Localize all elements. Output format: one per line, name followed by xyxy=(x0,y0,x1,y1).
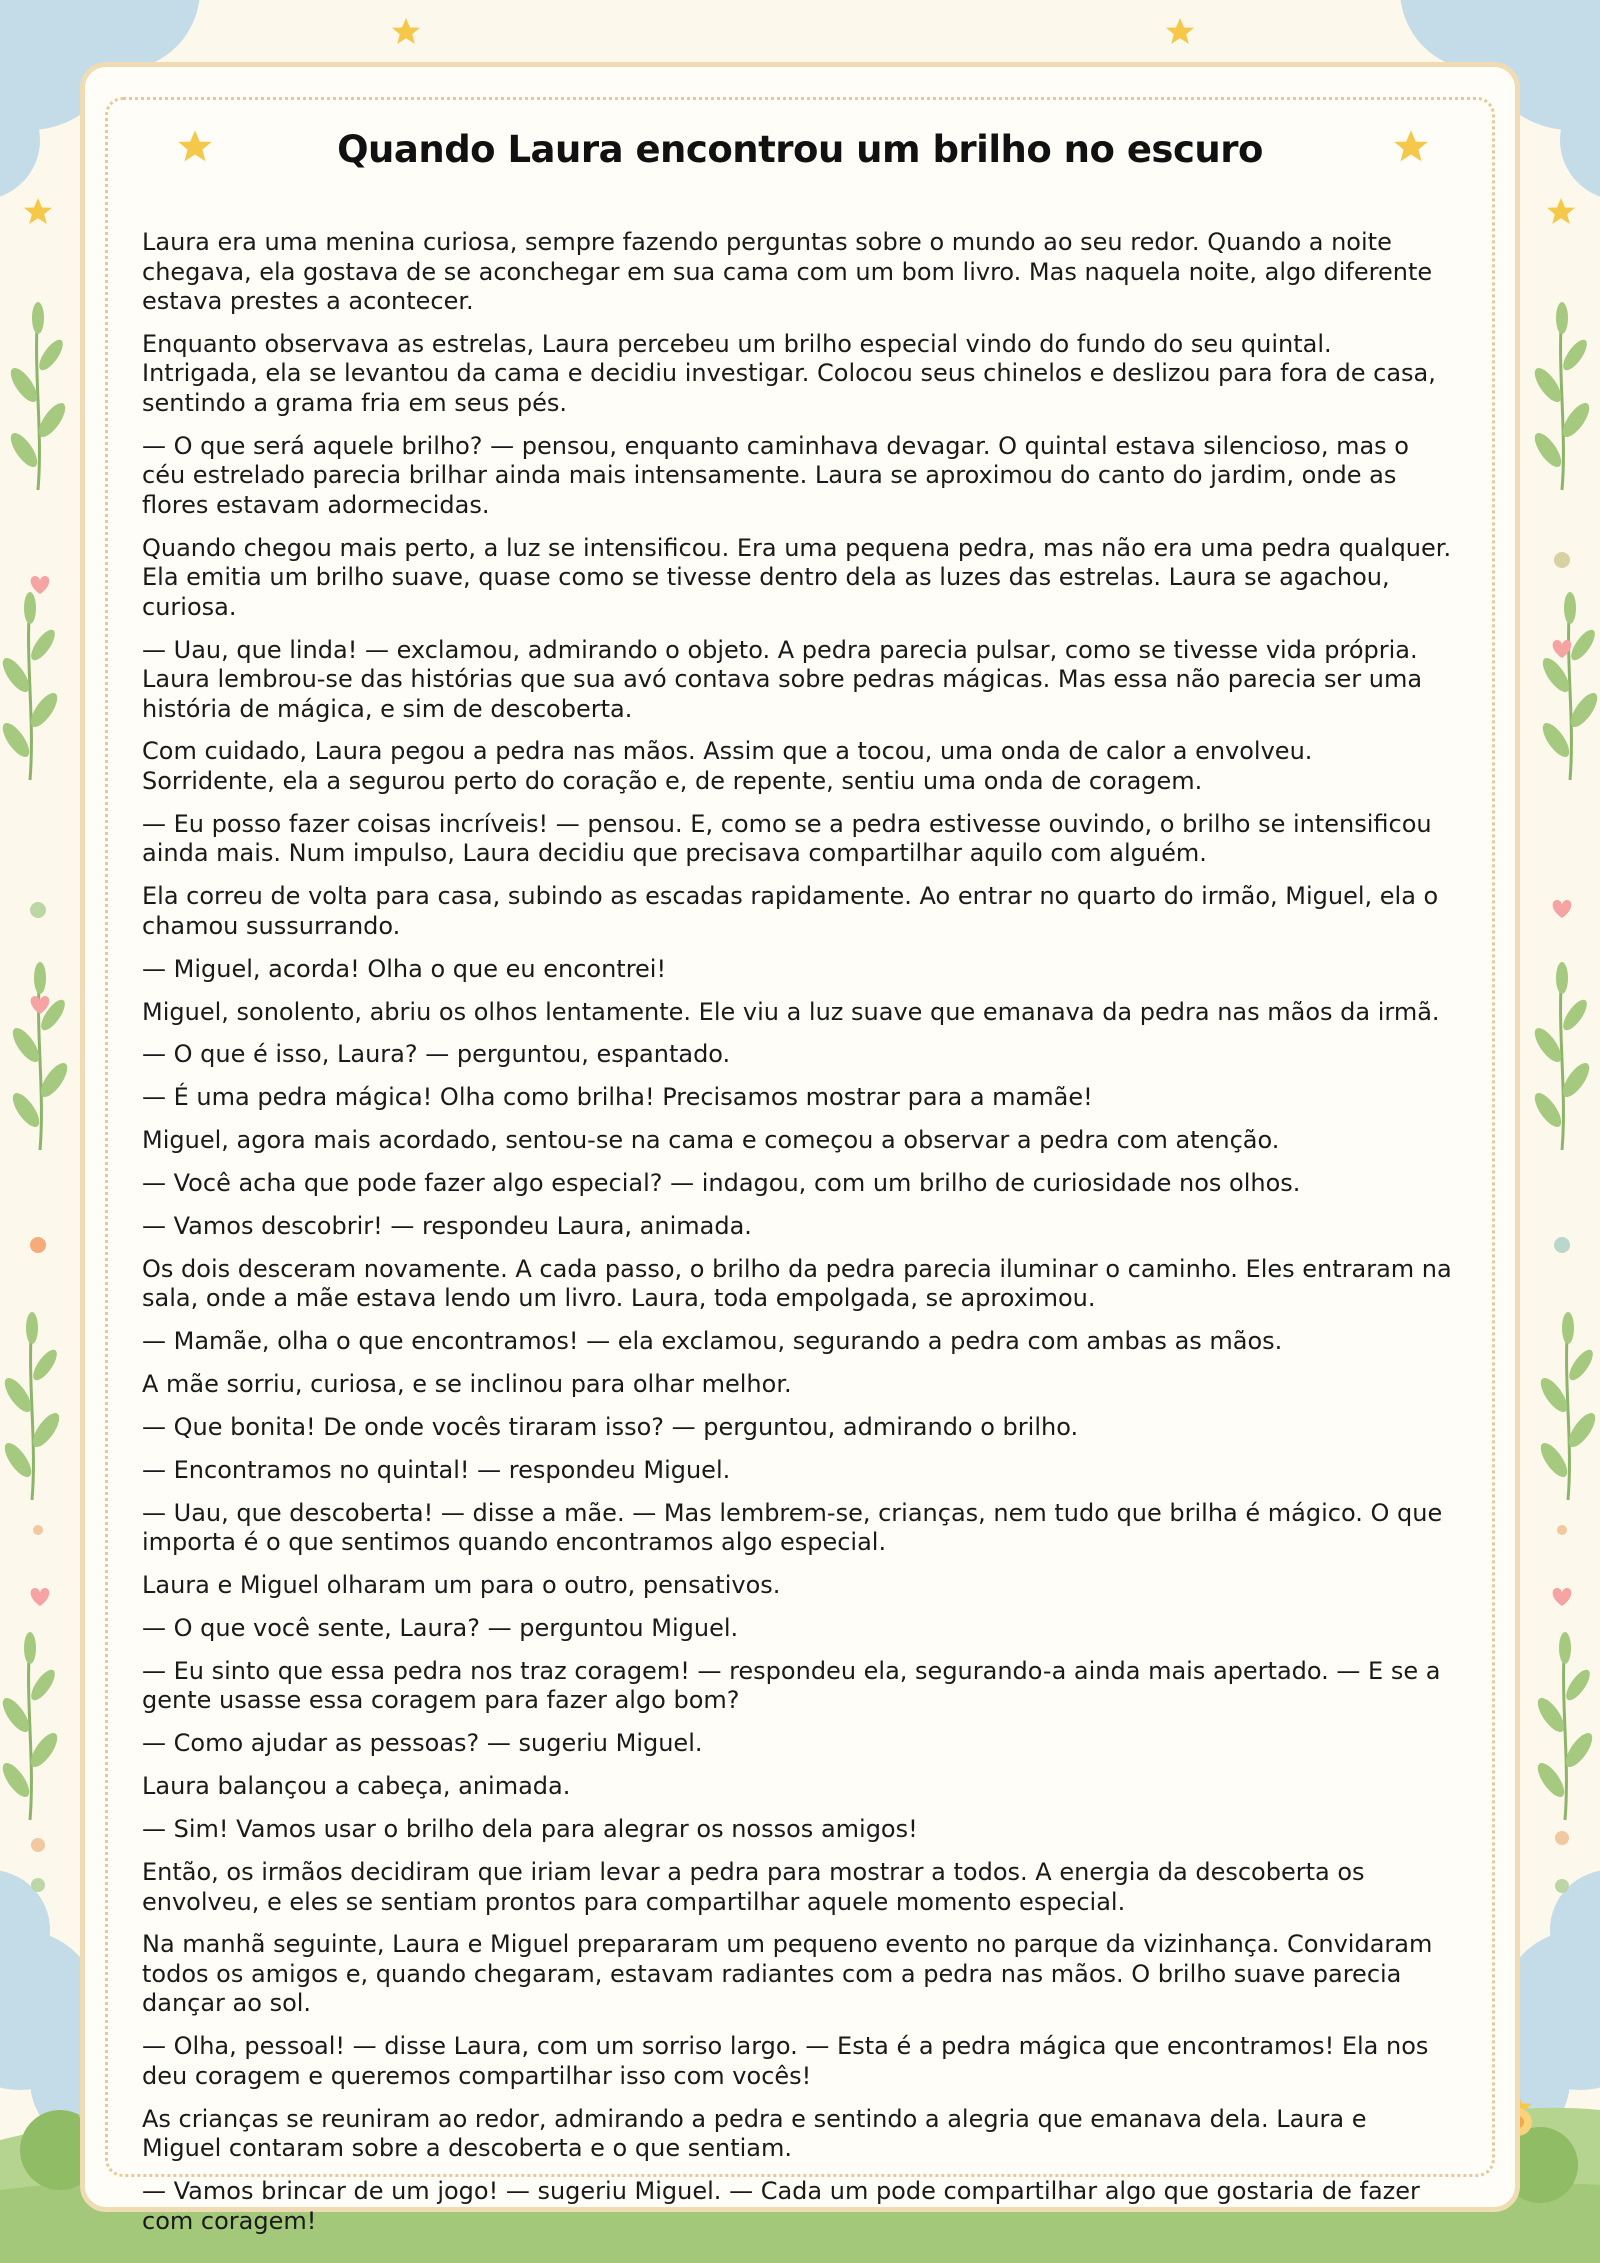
paragraph: Miguel, sonolento, abriu os olhos lentamente. Ele viu a luz suave que emanava da pedra nas mãos da irmã. xyxy=(142,997,1440,1026)
story-body xyxy=(142,228,1452,2250)
paragraph: — Miguel, acorda! Olha o que eu encontrei! xyxy=(142,954,667,983)
paragraph: — O que você sente, Laura? — perguntou Miguel. xyxy=(142,1614,739,1643)
paragraph: — Eu posso fazer coisas incríveis! — pensou. E, como se a pedra estivesse ouvindo, o brilho se intensificou ainda mais. Num impulso, Laura decidiu que precisava compartilhar aquilo com alguém. xyxy=(142,809,1432,868)
paragraph: A mãe sorriu, curiosa, e se inclinou para olhar melhor. xyxy=(142,1370,792,1399)
paragraph: — Que bonita! De onde vocês tiraram isso? — perguntou, admirando o brilho. xyxy=(142,1413,1079,1442)
paragraph: Com cuidado, Laura pegou a pedra nas mãos. Assim que a tocou, uma onda de calor a envolveu. Sorridente, ela a segurou perto do coração e, de repente, sentiu uma onda de coragem. xyxy=(142,737,1313,795)
paragraph: Os dois desceram novamente. A cada passo, o brilho da pedra parecia iluminar o caminho. Eles entraram na sala, onde a mãe estava lendo um livro. Laura, toda empolgada, se aproximou. xyxy=(142,1254,1452,1313)
paragraph: Enquanto observava as estrelas, Laura percebeu um brilho especial vindo do fundo do seu quintal. Intrigada, ela se levantou da cama e decidiu investigar. Colocou seus chinelos e deslizou para fora de casa, sentindo a grama fria em seus pés. xyxy=(142,329,1436,417)
paragraph: Então, os irmãos decidiram que iriam levar a pedra para mostrar a todos. A energia da descoberta os envolveu, e eles se sentiam prontos para compartilhar aquele momento especial. xyxy=(142,1858,1365,1916)
paragraph: — Olha, pessoal! — disse Laura, com um sorriso largo. — Esta é a pedra mágica que encontramos! Ela nos deu coragem e queremos compartilhar isso com vocês! xyxy=(142,2032,1429,2090)
paragraph: — Você acha que pode fazer algo especial? — indagou, com um brilho de curiosidade nos olhos. xyxy=(142,1169,1301,1198)
paragraph: — É uma pedra mágica! Olha como brilha! Precisamos mostrar para a mamãe! xyxy=(142,1083,1093,1112)
paragraph: — Encontramos no quintal! — respondeu Miguel. xyxy=(142,1455,731,1484)
story-title: Quando Laura encontrou um brilho no escuro xyxy=(337,128,1263,171)
paragraph: — Como ajudar as pessoas? — sugeriu Miguel. xyxy=(142,1729,703,1758)
paragraph: Na manhã seguinte, Laura e Miguel prepararam um pequeno evento no parque da vizinhança. Convidaram todos os amigos e, quando chegaram, estavam radiantes com a pedra nas mãos. O brilho suave parecia dançar ao sol. xyxy=(142,1930,1433,2018)
paragraph: — Vamos descobrir! — respondeu Laura, animada. xyxy=(142,1211,752,1240)
paragraph: — Sim! Vamos usar o brilho dela para alegrar os nossos amigos! xyxy=(142,1815,918,1844)
paragraph: Miguel, agora mais acordado, sentou-se na cama e começou a observar a pedra com atenção. xyxy=(142,1126,1280,1155)
paragraph: — Mamãe, olha o que encontramos! — ela exclamou, segurando a pedra com ambas as mãos. xyxy=(142,1327,1283,1356)
paragraph: — O que será aquele brilho? — pensou, enquanto caminhava devagar. O quintal estava silencioso, mas o céu estrelado parecia brilhar ainda mais intensamente. Laura se aproximou do canto do jardim, onde as flores estavam adormecidas. xyxy=(142,431,1409,519)
paragraph: Laura era uma menina curiosa, sempre fazendo perguntas sobre o mundo ao seu redor. Quando a noite chegava, ela gostava de se aconchegar em sua cama com um bom livro. Mas naquela noite, algo diferente estava prestes a acontecer. xyxy=(142,228,1433,315)
paragraph: — Eu sinto que essa pedra nos traz coragem! — respondeu ela, segurando-a ainda mais apertado. — E se a gente usasse essa coragem para fazer algo bom? xyxy=(142,1656,1441,1715)
paragraph: Laura balançou a cabeça, animada. xyxy=(142,1772,571,1801)
paragraph: Quando chegou mais perto, a luz se intensificou. Era uma pequena pedra, mas não era uma pedra qualquer. Ela emitia um brilho suave, quase como se tivesse dentro dela as luzes das estrelas. Laura se agachou, curiosa. xyxy=(142,533,1452,621)
paragraph: — Vamos brincar de um jogo! — sugeriu Miguel. — Cada um pode compartilhar algo que gostaria de fazer com coragem! xyxy=(142,2177,1420,2235)
paragraph: — Uau, que descoberta! — disse a mãe. — Mas lembrem-se, crianças, nem tudo que brilha é mágico. O que importa é o que sentimos quando encontramos algo especial. xyxy=(142,1498,1443,1557)
paragraph: Laura e Miguel olharam um para o outro, pensativos. xyxy=(142,1571,781,1600)
paragraph: Ela correu de volta para casa, subindo as escadas rapidamente. Ao entrar no quarto do irmão, Miguel, ela o chamou sussurrando. xyxy=(142,882,1439,940)
paragraph: — Uau, que linda! — exclamou, admirando o objeto. A pedra parecia pulsar, como se tivesse vida própria. Laura lembrou-se das histórias que sua avó contava sobre pedras mágicas. Mas essa não parecia ser uma história de mágica, e sim de descoberta. xyxy=(142,635,1423,723)
paragraph: As crianças se reuniram ao redor, admirando a pedra e sentindo a alegria que emanava dela. Laura e Miguel contaram sobre a descoberta e o que sentiam. xyxy=(142,2104,1367,2163)
paragraph: — O que é isso, Laura? — perguntou, espantado. xyxy=(142,1040,731,1069)
